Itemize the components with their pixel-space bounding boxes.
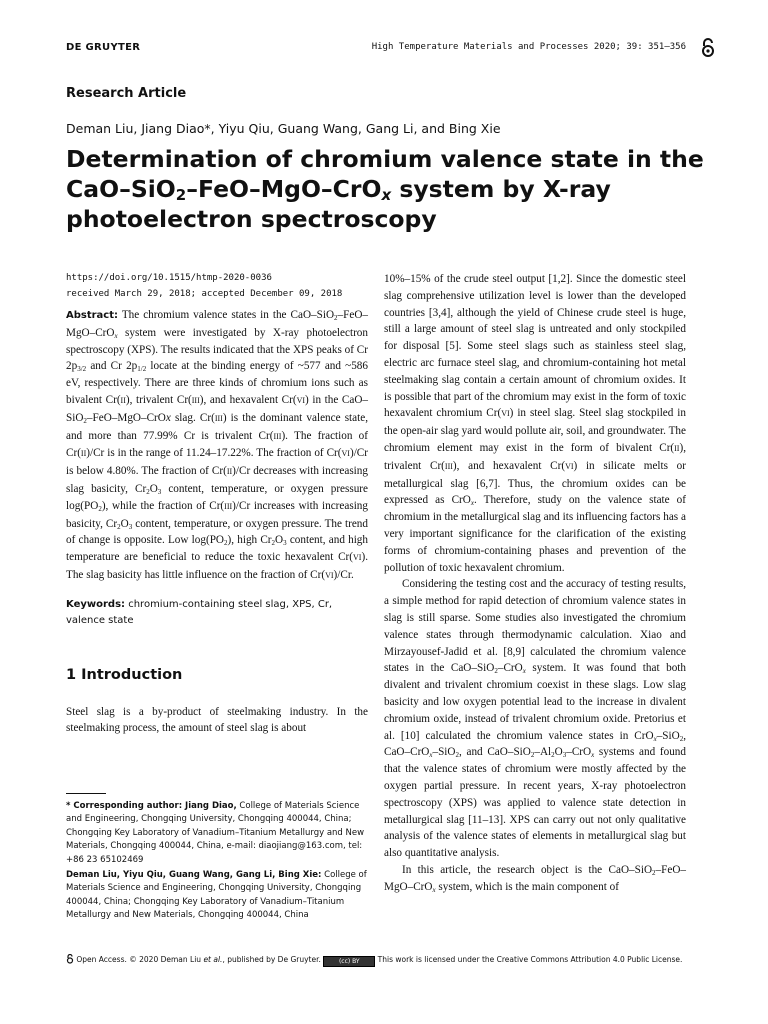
footnote-divider (66, 793, 106, 794)
cc-by-badge[interactable]: (cc) BY (323, 956, 375, 967)
coauthors-note (66, 869, 370, 923)
open-access-text: Open Access. © 2020 Deman Liu (76, 955, 204, 964)
published-text: , published by De Gruyter. (222, 955, 321, 964)
intro-paragraph-2: Considering the testing cost and the accuracy of testing results, a simple method for rapid detection of chromium valence states in slag is still sparse. Some studies also investigated the chromium valence states through thermodynamic calculation. Xiao and Mirzayousef-Jadid et al. [8,9] calculated the chromium valence states in the CaO–SiO$_2$–CrO$_x$ system. It was found that both divalent and trivalent chromium coexist in these slags. Low slag basicity and low oxygen potential lead to the increase in divalent chromium oxide, instead of trivalent chromium oxide. Pretorius et al. [10] calculated the chromium valence states in CrO$_x$–SiO$_2$, CaO–CrO$_x$–SiO$_2$, and CaO–$SiO_2-Al_2O_3-CrO_x$ systems and found that the valence states of chromium were mostly affected by the oxygen partial pressure. In recent years, X-ray photoelectron spectroscopy (XPS) was applied to valence state detection in metallurgical slag [11–13]. XPS can carry out not only qualitative analysis of the valence states of elements in metallurgical slag but also quantitative analysis. (384, 578, 686, 860)
title-line-1: Determination of chromium valence state in the (66, 145, 704, 173)
doi-link[interactable]: https://doi.org/10.1515/htmp-2020-0036 (66, 273, 272, 283)
corresponding-author-note (66, 800, 370, 867)
keywords (66, 597, 368, 629)
title-line-3: photoelectron spectroscopy (66, 205, 437, 233)
coauthors-label: Deman Liu, Yiyu Qiu, Guang Wang, Gang Li, Bing Xie: (66, 870, 322, 881)
title-line-2a: CaO–SiO (66, 175, 176, 203)
section-heading-introduction: 1 Introduction (66, 666, 183, 683)
received-dates: received March 29, 2018; accepted December 09, 2018 (66, 289, 343, 299)
keywords-text: chromium-containing steel slag, XPS, Cr, valence state (66, 598, 333, 626)
title-subscript-x: x (381, 186, 392, 204)
abstract-text: Abstract: The chromium valence states in the CaO–SiO$_2$–FeO–MgO–CrO$_x$ system were investigated by X-ray photoelectron spectroscopy (XPS). The results indicated that the XPS peaks of Cr $2p_{3/2}$ and Cr $2p_{1/2}$ locate at the binding energy of ~577 and ~586 eV, respectively. There are three kinds of chromium ions such as bivalent Cr(II), trivalent Cr(III), and hexavalent Cr(VI) in the CaO–SiO$_2$–FeO–MgO–CrOx slag. Cr(III) is the dominant valence state, and more than 77.99% Cr is trivalent Cr(III). The fraction of Cr(II)/Cr is in the range of 11.24–17.22%. The fraction of Cr(VI)/Cr is below 4.80%. The fraction of Cr(II)/Cr decreases with increasing slag basicity, $Cr_2O_3$ content, temperature, or oxygen pressure $\log(PO_2)$, while the fraction of Cr(III)/Cr increases with increasing basicity, $Cr_2O_3$ content, temperature, or oxygen pressure. The trend of change is opposite. Low $\log(PO_2)$, high $Cr_2O_3$ content, and high temperature are beneficial to reduce the toxic hexavalent Cr(VI). The slag basicity has little influence on the fraction of Cr(VI)/Cr. (66, 309, 369, 581)
article-title (66, 144, 706, 234)
title-subscript: 2 (175, 186, 187, 204)
title-line-2b: –FeO–MgO–CrO (186, 175, 382, 203)
article-type: Research Article (66, 86, 187, 101)
coauthors-affiliation: College of Materials Science and Engineering, Chongqing University, Chongqing 400044, China; Chongqing Key Laboratory of Vanadium–Titanium Metallurgy and New Materials, Chongqing 400044, China (66, 870, 367, 921)
et-al-text: et al. (203, 955, 223, 964)
intro-paragraph-3: In this article, the research object is the CaO–SiO$_2$–FeO–MgO–CrO$_x$ system, which is the main component of (384, 863, 686, 894)
license-statement: This work is licensed under the Creative Commons Attribution 4.0 Public License. (377, 955, 683, 964)
open-access-icon (700, 38, 716, 58)
open-access-small-icon (66, 954, 74, 964)
corresponding-author-affiliation: College of Materials Science and Engineering, Chongqing University, Chongqing 400044, China; Chongqing Key Laboratory of Vanadium–Titanium Metallurgy and New Materials, Chongqing 400044, China, e-mail: diaojiang@163.com, tel: +86 23 65102469 (66, 801, 365, 865)
publisher-name: DE GRUYTER (66, 42, 141, 53)
intro-paragraph-left: Steel slag is a by-product of steelmaking industry. In the steelmaking process, the amount of steel slag is about (66, 705, 368, 735)
footnotes (66, 800, 370, 925)
journal-citation: High Temperature Materials and Processes 2020; 39: 351–356 (371, 42, 686, 52)
left-column (66, 307, 368, 737)
right-column (384, 271, 686, 895)
corresponding-author-label: * Corresponding author: Jiang Diao, (66, 801, 237, 811)
abstract-label: Abstract: (66, 310, 119, 321)
keywords-label: Keywords: (66, 598, 126, 610)
author-list: Deman Liu, Jiang Diao*, Yiyu Qiu, Guang Wang, Gang Li, and Bing Xie (66, 121, 501, 136)
intro-paragraph-1: 10%–15% of the crude steel output [1,2]. Since the domestic steel slag comprehensive utilization level is lower than the developed countries [3,4], although the yield of Chinese crude steel is huge, still a large amount of steel slag is untreated and only stockpiled for disposal [5]. Some steel slags such as stainless steel slag, electric arc furnace steel slag, and chromium-containing hot metal steelmaking slag contain a certain amount of chromium oxides. It is possible that part of the chromium may exist in the form of toxic hexavalent chromium Cr(VI) in steel slag. Steel slag stockpiled in the open-air slag yard would pollute air, soil, and groundwater. The chromium element may exist in the form of bivalent Cr(II), trivalent Cr(III), and hexavalent Cr(VI) in silicate melts or metallurgical slag [6,7]. Thus, the chromium oxides can be expressed as CrO$_x$. Therefore, study on the valence state of chromium in the metallurgical slag and its influencing factors has a very important significance for the clarification of the existing forms of chromium-containing phases and prevention of the pollution of toxic hexavalent chromium. (384, 273, 686, 574)
title-line-2c: system by X-ray (391, 175, 611, 203)
license-notice (66, 954, 706, 967)
